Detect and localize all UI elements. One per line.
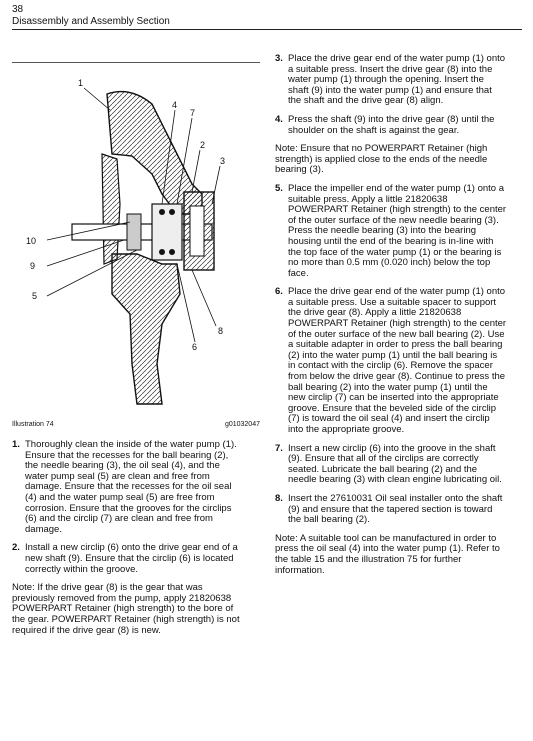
callout-4: 4 bbox=[172, 100, 178, 110]
step-text: Install a new circlip (6) onto the drive gear end of a new shaft (9). Ensure that the circlip (6) is located correctly within the groove. bbox=[25, 542, 238, 575]
step-number: 5. bbox=[275, 182, 283, 194]
note-oil-seal-tool: Note: A suitable tool can be manufactured in order to press the oil seal (4) into the water pump (1). Refer to the table 15 and the illustration 75 for further information. bbox=[275, 532, 500, 576]
note-needle-bearing: Note: Ensure that no POWERPART Retainer (high strength) is applied close to the ends of the needle bearing (3). bbox=[275, 143, 488, 176]
step-2 bbox=[12, 543, 242, 575]
step-number: 7. bbox=[275, 442, 283, 454]
pump-housing-lower bbox=[112, 254, 180, 404]
step-number: 6. bbox=[275, 286, 283, 298]
step-8 bbox=[275, 494, 507, 526]
impeller bbox=[102, 154, 120, 264]
step-6 bbox=[275, 287, 507, 435]
callout-9: 9 bbox=[30, 261, 36, 271]
figure-caption bbox=[12, 421, 260, 428]
callout-6: 6 bbox=[192, 342, 198, 352]
right-column bbox=[275, 54, 507, 584]
step-5 bbox=[275, 184, 507, 279]
section-title: Disassembly and Assembly Section bbox=[12, 16, 170, 27]
step-3 bbox=[275, 54, 507, 107]
step-text: Insert the 27610031 Oil seal installer onto the shaft (9) and ensure that the tapered section is toward the ball bearing (2). bbox=[288, 492, 503, 526]
caption-label: Illustration 74 bbox=[12, 421, 54, 428]
callout-8: 8 bbox=[218, 326, 224, 336]
callout-2: 2 bbox=[200, 140, 206, 150]
step-number: 3. bbox=[275, 53, 283, 64]
caption-ref: g01032047 bbox=[224, 421, 260, 428]
callout-7: 7 bbox=[190, 108, 196, 118]
callout-10: 10 bbox=[26, 236, 37, 246]
step-text: Press the shaft (9) into the drive gear (8) until the shoulder on the shaft is against the gear. bbox=[288, 113, 495, 136]
oil-seal bbox=[127, 214, 141, 250]
callout-1: 1 bbox=[78, 78, 84, 88]
header-rule bbox=[12, 29, 522, 30]
step-text: Place the drive gear end of the water pump (1) onto a suitable press. Insert the drive gear (8) into the water pump (1) through the opening. Insert the shaft (9) into the water pump (1) and ensure that the shaft and the drive gear (8) align. bbox=[288, 53, 506, 107]
step-4 bbox=[275, 115, 507, 136]
step-text: Thoroughly clean the inside of the water pump (1). Ensure that the recesses for the ball bearing (2), the needle bearing (3), the oil seal (4), and the water pump seal (5) are clean and free from damage. Ensure that the recesses for the oil seal (4) and the water pump seal (5) are free from corrosion. Ensure that the grooves for the circlips (6) and the circlip (7) are clean and free from damage. bbox=[25, 439, 237, 535]
callout-5: 5 bbox=[32, 291, 38, 301]
step-number: 8. bbox=[275, 492, 283, 504]
page-header bbox=[12, 4, 170, 28]
callout-3: 3 bbox=[220, 156, 226, 166]
note-retainer: Note: If the drive gear (8) is the gear that was previously removed from the pump, apply 21820638 POWERPART Retainer (high strength) to the bore of the gear. POWERPART Retainer (high strength) is not required if the drive gear (8) is new. bbox=[12, 582, 240, 636]
needle-bearing bbox=[152, 204, 182, 260]
figure-rule bbox=[12, 62, 260, 63]
page-number: 38 bbox=[12, 4, 24, 15]
step-number: 1. bbox=[12, 439, 20, 450]
step-7 bbox=[275, 444, 507, 486]
left-column bbox=[12, 440, 242, 644]
water-pump-illustration bbox=[12, 64, 260, 414]
step-number: 4. bbox=[275, 113, 283, 125]
step-number: 2. bbox=[12, 542, 20, 554]
step-text: Place the drive gear end of the water pump (1) onto a suitable press. Use a suitable spacer to support the drive gear (8). Apply a little 21820638 POWERPART Retainer (high strength) to the center of the outer surface of the new ball bearing (2). Use a suitable adapter in order to press the ball bearing (2) into the water pump (1) until the ball bearing is in contact with the circlip (6). Remove the spacer from below the drive gear (8). Continue to press the ball bearing (2) into the water pump (1) until the new circlip (7) can be inserted into the appropriate groove. Ensure that the beveled side of the circlip (7) is toward the oil seal (4) and insert the circlip into the appropriate groove. bbox=[288, 286, 507, 435]
step-1 bbox=[12, 440, 242, 535]
step-text: Place the impeller end of the water pump (1) onto a suitable press. Apply a little 21820638 POWERPART Retainer (high strength) to the center of the outer surface of the new needle bearing (3). Press the needle bearing (3) into the bearing housing until the end of the bearing is in-line with the top face of the water pump (1) or the bearing is no more than 0.5 mm (0.020 inch) below the top face. bbox=[288, 182, 507, 279]
step-text: Insert a new circlip (6) into the groove in the shaft (9). Ensure that all of the circlips are correctly seated. Lubricate the ball bearing (2) and the needle bearing (3) with clean engine lubricating oil. bbox=[288, 442, 502, 486]
